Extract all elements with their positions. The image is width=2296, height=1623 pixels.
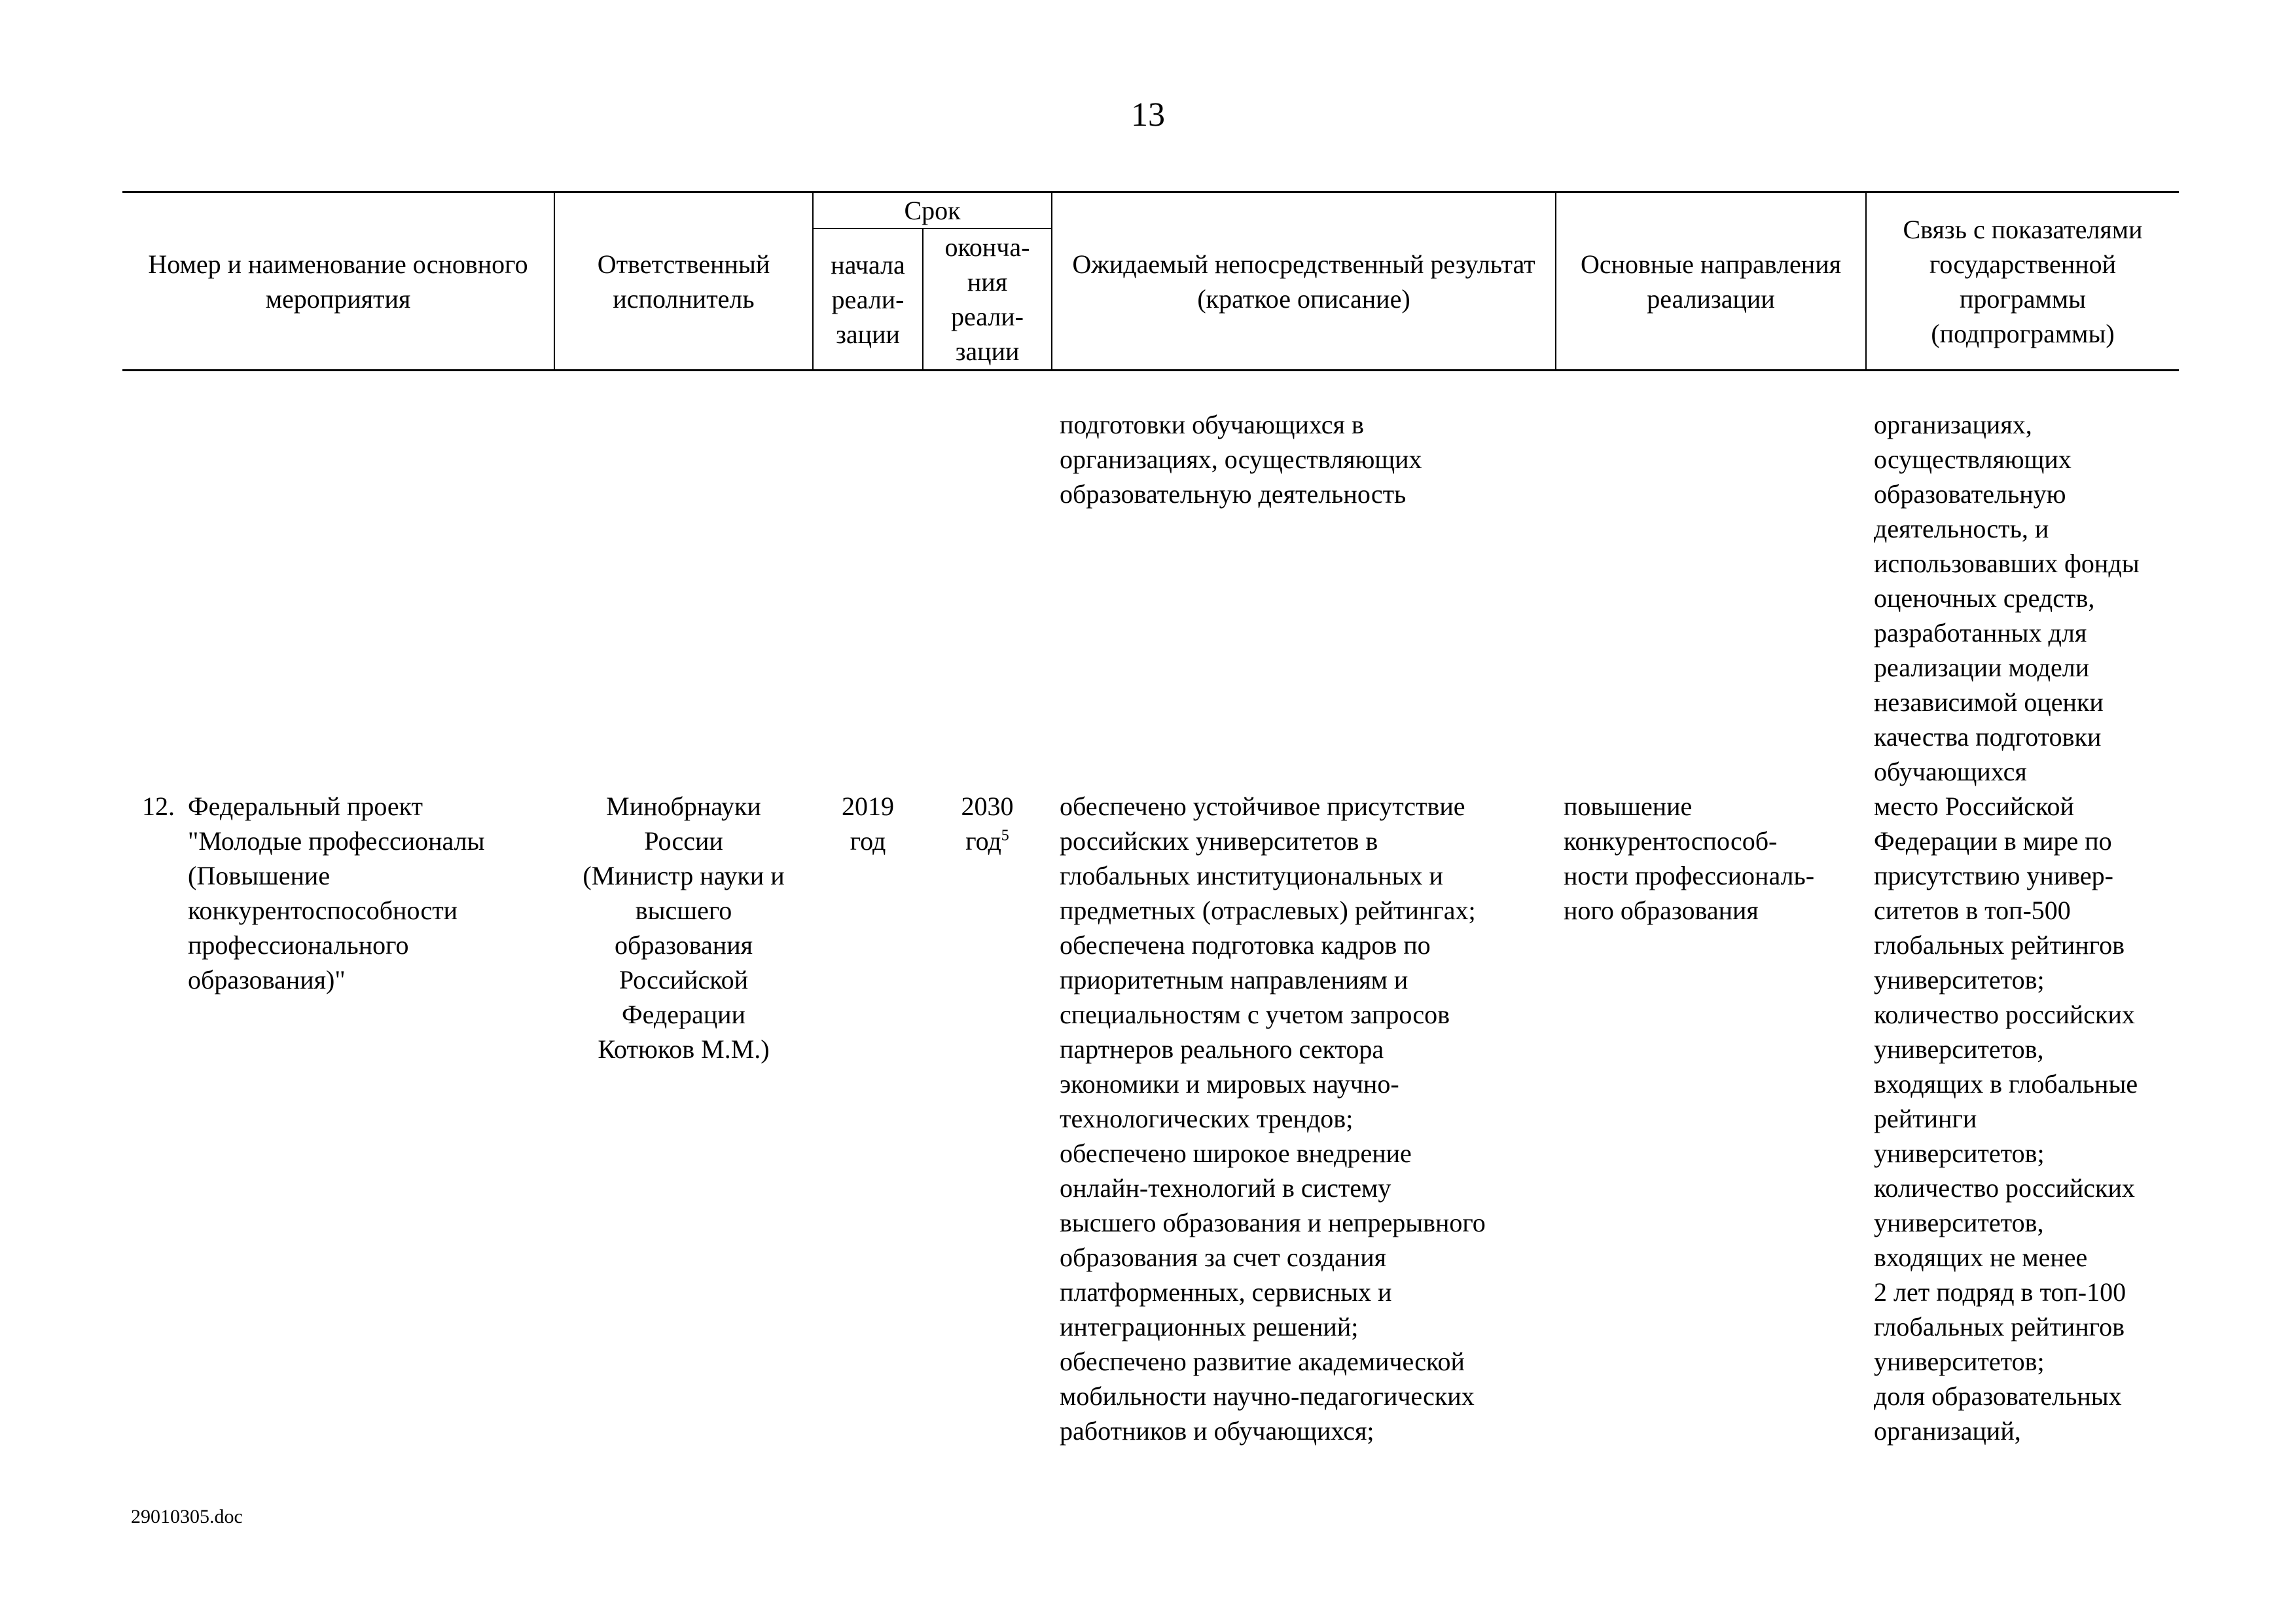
continuation-link <box>1866 407 2179 789</box>
measure-number: 12. <box>142 792 175 821</box>
text-line: профессионального <box>188 930 409 960</box>
text-line: ности профессиональ- <box>1564 861 1815 890</box>
text-line: реализации модели <box>1874 653 2090 682</box>
text-line: образовательную деятельность <box>1060 479 1407 509</box>
text-line: образования <box>615 930 753 960</box>
end-cell <box>923 789 1052 1448</box>
text-line: входящих в глобальные <box>1874 1069 2138 1099</box>
header-start: начала реали-зации <box>813 228 923 371</box>
text-line: обеспечено широкое внедрение <box>1060 1139 1412 1168</box>
text-line: 2 лет подряд в топ-100 <box>1874 1277 2126 1307</box>
text-line: обеспечено развитие академической <box>1060 1347 1465 1376</box>
text-line: интеграционных решений; <box>1060 1312 1359 1341</box>
text-line: образовательную <box>1874 479 2066 509</box>
measure-cell <box>122 789 554 1448</box>
text-line: партнеров реального сектора <box>1060 1034 1384 1064</box>
measures-table <box>122 191 2179 1448</box>
text-line: Котюков М.М.) <box>598 1034 770 1064</box>
text-line: приоритетным направлениям и <box>1060 965 1408 994</box>
header-end: оконча-ния реали-зации <box>923 228 1052 371</box>
header-measure: Номер и наименование основного мероприятия <box>122 192 554 371</box>
table-row-12 <box>122 789 2179 1448</box>
start-unit: год <box>850 826 886 856</box>
page-number: 13 <box>1131 96 1165 134</box>
measure-name <box>188 789 485 997</box>
header-indicators-link: Связь с показателями государственной программы (подпрограммы) <box>1866 192 2179 371</box>
text-line: (Повышение <box>188 861 331 890</box>
text-line: деятельность, и <box>1874 514 2049 543</box>
text-line: специальностям с учетом запросов <box>1060 1000 1450 1029</box>
text-line: университетов, <box>1874 1034 2044 1064</box>
text-line: технологических трендов; <box>1060 1104 1354 1133</box>
text-line: ситетов в топ-500 <box>1874 896 2071 925</box>
result-cell <box>1052 789 1556 1448</box>
text-line: входящих не менее <box>1874 1243 2088 1272</box>
text-line: образования за счет создания <box>1060 1243 1387 1272</box>
text-line: глобальных рейтингов <box>1874 1312 2125 1341</box>
text-line: университетов; <box>1874 1347 2045 1376</box>
text-line: платформенных, сервисных и <box>1060 1277 1392 1307</box>
text-line: рейтинги <box>1874 1104 1977 1133</box>
start-cell <box>813 789 923 1448</box>
text-line: российских университетов в <box>1060 826 1378 856</box>
indicators-link-cell <box>1866 789 2179 1448</box>
text-line: обучающихся <box>1874 757 2027 786</box>
text-line: обеспечена подготовка кадров по <box>1060 930 1431 960</box>
text-line: независимой оценки <box>1874 687 2104 717</box>
text-line: количество российских <box>1874 1000 2135 1029</box>
text-line: России <box>644 826 723 856</box>
header-executor: Ответственный исполнитель <box>554 192 813 371</box>
end-footnote: 5 <box>1001 827 1009 845</box>
text-line: Федеральный проект <box>188 792 423 821</box>
text-line: экономики и мировых научно- <box>1060 1069 1399 1099</box>
text-line: мобильности научно-педагогических <box>1060 1381 1475 1411</box>
header-directions: Основные направления реализации <box>1556 192 1866 371</box>
text-line: место Российской <box>1874 792 2074 821</box>
executor-cell <box>554 789 813 1448</box>
text-line: использовавших фонды <box>1874 549 2140 578</box>
text-line: осуществляющих <box>1874 445 2072 474</box>
text-line: университетов; <box>1874 1139 2045 1168</box>
text-line: организациях, осуществляющих <box>1060 445 1422 474</box>
text-line: обеспечено устойчивое присутствие <box>1060 792 1465 821</box>
text-line: работников и обучающихся; <box>1060 1416 1374 1446</box>
text-line: ного образования <box>1564 896 1759 925</box>
text-line: предметных (отраслевых) рейтингах; <box>1060 896 1476 925</box>
text-line: глобальных рейтингов <box>1874 930 2125 960</box>
end-unit: год <box>965 826 1001 856</box>
start-year: 2019 <box>842 792 894 821</box>
text-line: университетов; <box>1874 965 2045 994</box>
header-result: Ожидаемый непосредственный результат (краткое описание) <box>1052 192 1556 371</box>
text-line: повышение <box>1564 792 1693 821</box>
end-year: 2030 <box>961 792 1014 821</box>
text-line: разработанных для <box>1874 618 2087 647</box>
text-line: конкурентоспособности <box>188 896 458 925</box>
text-line: качества подготовки <box>1874 722 2102 752</box>
footer-doc-code: 29010305.doc <box>131 1506 243 1527</box>
table-header <box>122 192 2179 371</box>
text-line: присутствию универ- <box>1874 861 2113 890</box>
directions-cell <box>1556 789 1866 1448</box>
text-line: оценочных средств, <box>1874 583 2095 613</box>
text-line: Российской <box>619 965 749 994</box>
text-line: высшего образования и непрерывного <box>1060 1208 1486 1237</box>
text-line: количество российских <box>1874 1173 2135 1203</box>
continuation-result <box>1052 407 1556 789</box>
text-line: Минобрнауки <box>606 792 761 821</box>
text-line: организаций, <box>1874 1416 2021 1446</box>
text-line: "Молодые профессионалы <box>188 826 485 856</box>
text-line: Федерации <box>622 1000 745 1029</box>
table-row-continuation <box>122 407 2179 789</box>
text-line: доля образовательных <box>1874 1381 2122 1411</box>
text-line: конкурентоспособ- <box>1564 826 1778 856</box>
text-line: Федерации в мире по <box>1874 826 2112 856</box>
text-line: глобальных институциональных и <box>1060 861 1443 890</box>
text-line: (Министр науки и <box>583 861 785 890</box>
text-line: образования)" <box>188 965 346 994</box>
text-line: подготовки обучающихся в <box>1060 410 1364 439</box>
text-line: организациях, <box>1874 410 2032 439</box>
text-line: высшего <box>635 896 732 925</box>
text-line: университетов, <box>1874 1208 2044 1237</box>
header-term: Срок <box>813 192 1052 229</box>
text-line: онлайн-технологий в систему <box>1060 1173 1391 1203</box>
